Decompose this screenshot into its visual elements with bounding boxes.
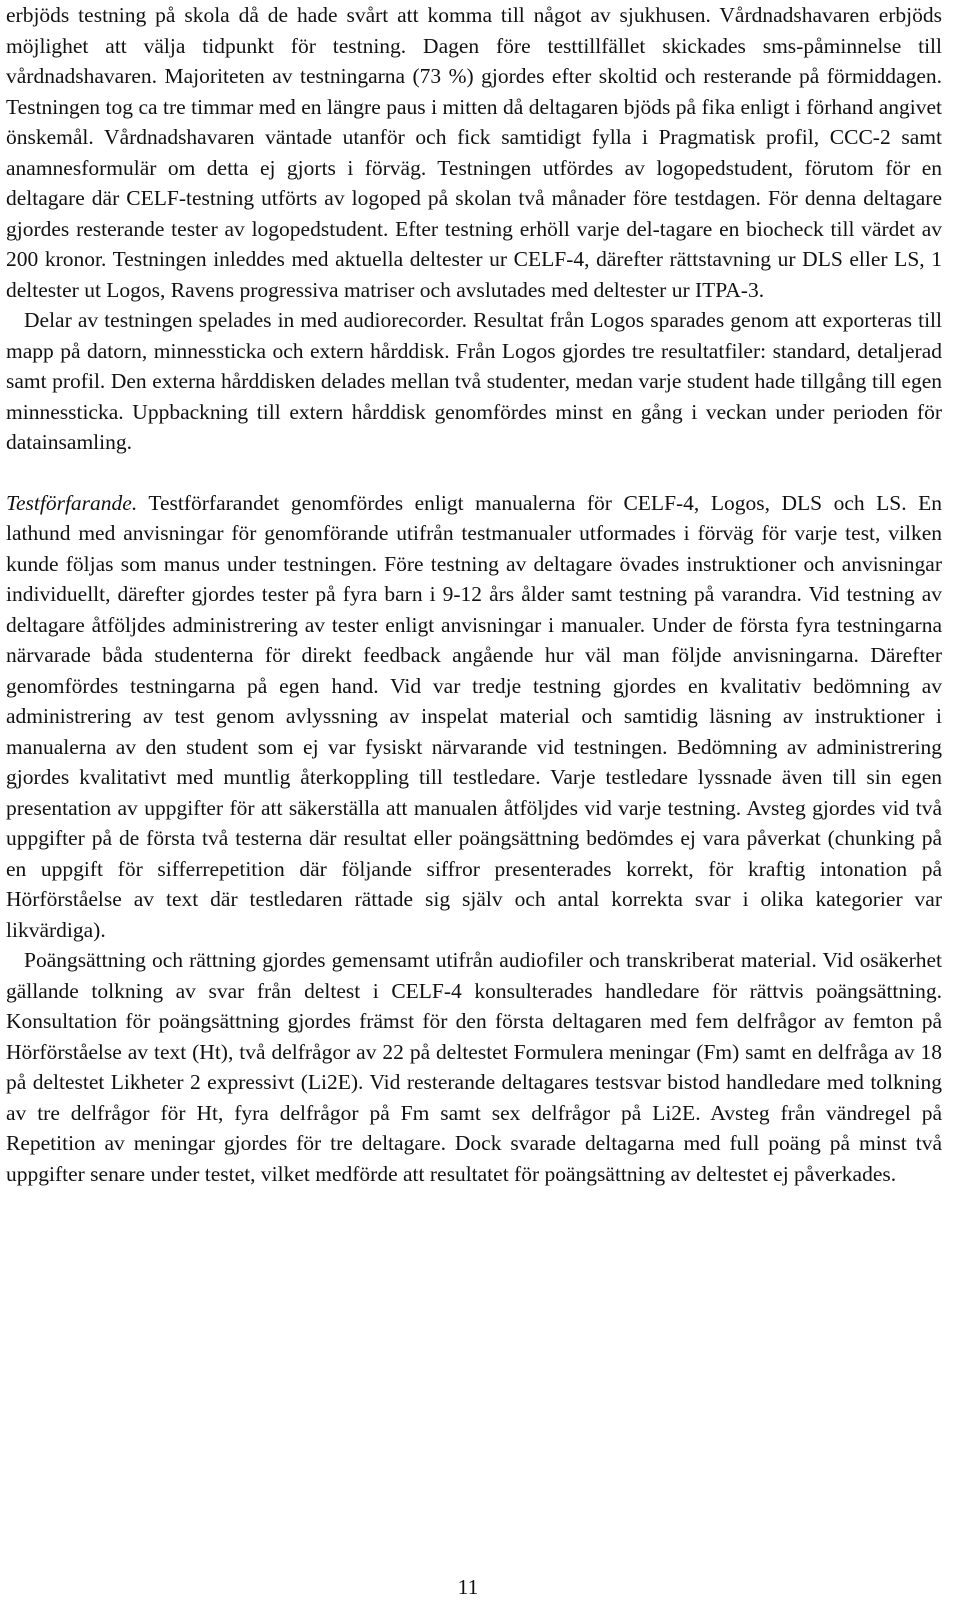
paragraph-text: Testförfarandet genomfördes enligt manualerna för CELF-4, Logos, DLS och LS. En lathund med anvisningar för genomförande utifrån testmanualer utformades i förväg för varje test, vilken kunde följas som manus under testningen. Före testning av deltagare övades instruktioner och anvisningar individuellt, därefter gjordes tester på fyra barn i 9-12 års ålder samt testning på varandra. Vid testning av deltagare åtföljdes administrering av tester enligt anvisningar i manualer. Under de första fyra testningarna närvarade båda studenterna för direkt feedback angående hur väl man följde anvisningarna. Därefter genomfördes testningarna på egen hand. Vid var tredje testning gjordes en kvalitativ bedömning av administrering av test genom avlyssning av inspelat material och samtidig läsning av instruktioner i manualerna av den student som ej var fysiskt närvarande vid testningen. Bedömning av administrering gjordes kvalitativt med muntlig återkoppling till testledare. Varje testledare lyssnade även till sin egen presentation av uppgifter för att säkerställa att manualen åtföljdes vid varje testning. Avsteg gjordes vid två uppgifter på de första två testerna där resultat eller poängsättning bedömdes ej vara påverkat (chunking på en uppgift för sifferrepetition där följande siffror presenterades korrekt, för kraftig intonation på Hörförståelse av text där testledaren rättade sig själv och antal korrekta svar i olika kategorier var likvärdiga).: [6, 490, 942, 942]
paragraph-text: erbjöds testning på skola då de hade svårt att komma till något av sjukhusen. Vårdnadshavaren erbjöds möjlighet att välja tidpunkt för testning. Dagen före testtillfället skickades sms-påminnelse till vårdnadshavaren. Majoriteten av testningarna (73 %) gjordes efter skoltid och resterande på förmiddagen. Testningen tog ca tre timmar med en längre paus i mitten då deltagaren bjöds på fika enligt i förhand angivet önskemål. Vårdnadshavaren väntade utanför och fick samtidigt fylla i Pragmatisk profil, CCC-2 samt anamnesformulär om detta ej gjorts i förväg. Testningen utfördes av logopedstudent, förutom för en deltagare där CELF-testning utförts av logoped på skolan två månader före testdagen. För denna deltagare gjordes resterande tester av logopedstudent. Efter testning erhöll varje del-tagare en biocheck till värdet av 200 kronor. Testningen inleddes med aktuella deltester ur CELF-4, därefter rättstavning ur DLS eller LS, 1 deltester ut Logos, Ravens progressiva matriser och avslutades med deltester ur ITPA-3.: [6, 3, 942, 302]
paragraph-heading-italic: Testförfarande.: [6, 490, 138, 515]
paragraph-test-procedure: [6, 488, 942, 946]
paragraph-testing-procedure: [6, 0, 942, 305]
paragraph-text: Delar av testningen spelades in med audiorecorder. Resultat från Logos sparades genom att exporteras till mapp på datorn, minnessticka och extern hårddisk. Från Logos gjordes tre resultatfiler: standard, detaljerad samt profil. Den externa hårddisken delades mellan två studenter, medan varje student hade tillgång till egen minnessticka. Uppbackning till extern hårddisk genomfördes minst en gång i veckan under perioden för datainsamling.: [6, 308, 942, 454]
page-number: 11: [457, 1575, 479, 1599]
paragraph-recording: [6, 305, 942, 458]
paragraph-text: Poängsättning och rättning gjordes gemensamt utifrån audiofiler och transkriberat material. Vid osäkerhet gällande tolkning av svar från deltest i CELF-4 konsulterades handledare för rättvis poängsättning. Konsultation för poängsättning gjordes främst för den första deltagaren med fem delfrågor av femton på Hörförståelse av text (Ht), två delfrågor av 22 på deltestet Formulera meningar (Fm) samt en delfråga av 18 på deltestet Likheter 2 expressivt (Li2E). Vid resterande deltagares testsvar bistod handledare med tolkning av tre delfrågor för Ht, fyra delfrågor på Fm samt sex delfrågor på Li2E. Avsteg från vändregel på Repetition av meningar gjordes för tre deltagare. Dock svarade deltagarna med full poäng på minst två uppgifter senare under testet, vilket medförde att resultatet för poängsättning av deltestet ej påverkades.: [6, 948, 942, 1186]
paragraph-scoring: [6, 945, 942, 1189]
